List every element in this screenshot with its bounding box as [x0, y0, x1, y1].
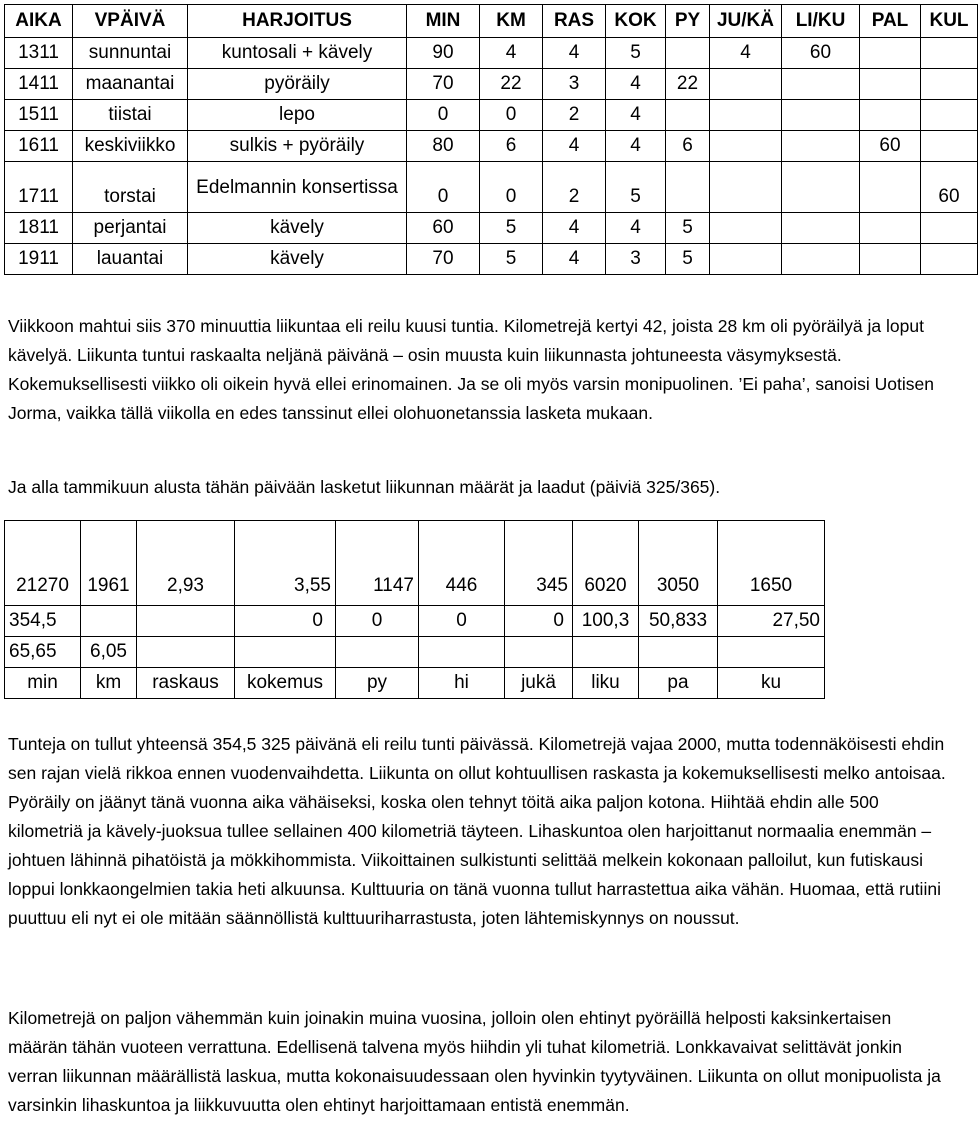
cell-liku — [782, 131, 860, 162]
label-py: py — [336, 668, 419, 699]
cell-juka — [710, 162, 782, 213]
perday-pa — [639, 637, 718, 668]
cell-juka — [710, 213, 782, 244]
cell-kul: 60 — [921, 162, 978, 213]
total-hi: 446 — [419, 521, 505, 606]
cell-aika: 1911 — [5, 244, 73, 275]
workout-table — [4, 4, 978, 275]
cell-min: 80 — [407, 131, 480, 162]
total-py: 1147 — [336, 521, 419, 606]
cell-km: 4 — [480, 38, 543, 69]
cell-aika: 1311 — [5, 38, 73, 69]
cell-min: 0 — [407, 100, 480, 131]
avg-ku: 27,50 — [718, 606, 825, 637]
label-hi: hi — [419, 668, 505, 699]
cell-py: 22 — [666, 69, 710, 100]
year-summary-table — [4, 520, 825, 699]
header-pal: PAL — [860, 5, 921, 38]
cell-kok: 4 — [606, 213, 666, 244]
cell-pal — [860, 162, 921, 213]
cell-pal — [860, 244, 921, 275]
label-pa: pa — [639, 668, 718, 699]
comparison-paragraph: Kilometrejä on paljon vähemmän kuin joinakin muina vuosina, jolloin olen ehtinyt pyöräillä helposti kaksinkertaisen määrän tähän vuoteen verrattuna. Edellisenä talvena myös hiihdin yli tuhat kilometriä. Lonkkavaivat selittävät jonkin verran liikunnan määrällistä laskua, mutta kokonaisuudessaan olen hyvinkin tyytyväinen. Liikunta on ollut monipuolista ja varsinkin lihaskuntoa ja liikkuvuutta olen ehtinyt harjoittamaan entistä enemmän. — [8, 1008, 941, 1115]
cell-pal — [860, 38, 921, 69]
table-row — [5, 69, 978, 100]
cell-pal — [860, 100, 921, 131]
header-harjoitus: HARJOITUS — [188, 5, 407, 38]
cell-min: 90 — [407, 38, 480, 69]
cell-km: 5 — [480, 213, 543, 244]
cell-km: 0 — [480, 162, 543, 213]
cell-aika: 1411 — [5, 69, 73, 100]
cell-harjoitus: pyöräily — [188, 69, 407, 100]
perday-liku — [573, 637, 639, 668]
cell-harjoitus: kuntosali + kävely — [188, 38, 407, 69]
cell-vpaiva: keskiviikko — [73, 131, 188, 162]
cell-liku — [782, 213, 860, 244]
cell-pal: 60 — [860, 131, 921, 162]
cell-ras: 3 — [543, 69, 606, 100]
cell-km: 22 — [480, 69, 543, 100]
header-py: PY — [666, 5, 710, 38]
cell-aika: 1611 — [5, 131, 73, 162]
cell-ras: 4 — [543, 213, 606, 244]
header-liku: LI/KU — [782, 5, 860, 38]
header-min: MIN — [407, 5, 480, 38]
total-raskaus: 2,93 — [137, 521, 235, 606]
cell-vpaiva: tiistai — [73, 100, 188, 131]
total-pa: 3050 — [639, 521, 718, 606]
cell-aika: 1511 — [5, 100, 73, 131]
cell-harjoitus: kävely — [188, 213, 407, 244]
labels-row — [5, 668, 825, 699]
cell-vpaiva: torstai — [73, 162, 188, 213]
cell-kul — [921, 38, 978, 69]
per-day-row — [5, 637, 825, 668]
cell-juka: 4 — [710, 38, 782, 69]
cell-kok: 3 — [606, 244, 666, 275]
cell-kul — [921, 131, 978, 162]
cell-ras: 2 — [543, 162, 606, 213]
label-ku: ku — [718, 668, 825, 699]
label-raskaus: raskaus — [137, 668, 235, 699]
cell-kok: 4 — [606, 131, 666, 162]
cell-harjoitus: Edelmannin konsertissa — [188, 162, 407, 213]
cell-liku — [782, 69, 860, 100]
cell-py — [666, 162, 710, 213]
table-row — [5, 244, 978, 275]
year-analysis-paragraph: Tunteja on tullut yhteensä 354,5 325 päivänä eli reilu tunti päivässä. Kilometrejä vajaa 2000, mutta todennäköisesti ehdin sen rajan vielä rikkoa ennen vuodenvaihdetta. Liikunta on ollut kohtuullisen raskasta ja kokemuksellisesti melko antoisaa. Pyöräily on jäänyt tänä vuonna aika vähäiseksi, koska olen tehnyt töitä aika paljon kotona. Hiihtää ehdin alle 500 kilometriä ja kävely-juoksua tullee sellainen 400 kilometriä täyteen. Lihaskuntoa olen harjoittanut normaalia enemmän – johtuen lähinnä pihatöistä ja mökkihommista. Viikoittainen sulkistunti selittää melkein kokonaan palloilut, kun futiskausi loppui lonkkaongelmien takia heti alkuunsa. Kulttuuria on tänä vuonna tullut harrastettua aika vähän. Huomaa, että rutiini puuttuu eli nyt ei ole mitään säännöllistä kulttuuriharrastusta, joten lähtemiskynnys on noussut. — [8, 734, 946, 928]
cell-juka — [710, 69, 782, 100]
table-row — [5, 38, 978, 69]
total-kokemus: 3,55 — [235, 521, 336, 606]
avg-km — [81, 606, 137, 637]
header-aika: AIKA — [5, 5, 73, 38]
avg-juka: 0 — [505, 606, 573, 637]
avg-liku: 100,3 — [573, 606, 639, 637]
total-ku: 1650 — [718, 521, 825, 606]
cell-km: 0 — [480, 100, 543, 131]
cell-ras: 2 — [543, 100, 606, 131]
total-juka: 345 — [505, 521, 573, 606]
cell-min: 70 — [407, 69, 480, 100]
workout-header-row — [5, 5, 978, 38]
cell-juka — [710, 244, 782, 275]
weekly-summary-paragraph: Viikkoon mahtui siis 370 minuuttia liikuntaa eli reilu kuusi tuntia. Kilometrejä kertyi 42, joista 28 km oli pyöräilyä ja loput kävelyä. Liikunta tuntui raskaalta neljänä päivänä – osin muusta kuin liikunnasta johtuneesta väsymyksestä. Kokemuksellisesti viikko oli oikein hyvä ellei erinomainen. Ja se oli myös varsin monipuolinen. ’Ei paha’, sanoisi Uotisen Jorma, vaikka tällä viikolla en edes tanssinut ellei olohuonetanssia lasketa mukaan. — [8, 316, 934, 423]
cell-harjoitus: sulkis + pyöräily — [188, 131, 407, 162]
cell-kok: 5 — [606, 162, 666, 213]
label-km: km — [81, 668, 137, 699]
avg-min: 354,5 — [5, 606, 81, 637]
cell-aika: 1711 — [5, 162, 73, 213]
cell-vpaiva: maanantai — [73, 69, 188, 100]
totals-row — [5, 521, 825, 606]
header-ras: RAS — [543, 5, 606, 38]
cell-liku: 60 — [782, 38, 860, 69]
cell-juka — [710, 100, 782, 131]
avg-kokemus: 0 — [235, 606, 336, 637]
avg-pa: 50,833 — [639, 606, 718, 637]
averages-row — [5, 606, 825, 637]
table-row — [5, 213, 978, 244]
table-row — [5, 100, 978, 131]
cell-kul — [921, 69, 978, 100]
header-kul: KUL — [921, 5, 978, 38]
label-min: min — [5, 668, 81, 699]
table-row — [5, 162, 978, 213]
cell-harjoitus: kävely — [188, 244, 407, 275]
cell-kul — [921, 100, 978, 131]
year-summary-intro: Ja alla tammikuun alusta tähän päivään lasketut liikunnan määrät ja laadut (päiviä 325/365). — [8, 477, 721, 497]
avg-raskaus — [137, 606, 235, 637]
cell-juka — [710, 131, 782, 162]
cell-vpaiva: perjantai — [73, 213, 188, 244]
cell-ras: 4 — [543, 131, 606, 162]
cell-pal — [860, 213, 921, 244]
perday-kokemus — [235, 637, 336, 668]
perday-hi — [419, 637, 505, 668]
perday-raskaus — [137, 637, 235, 668]
cell-kok: 4 — [606, 69, 666, 100]
total-liku: 6020 — [573, 521, 639, 606]
cell-py: 6 — [666, 131, 710, 162]
cell-vpaiva: lauantai — [73, 244, 188, 275]
header-km: KM — [480, 5, 543, 38]
cell-ras: 4 — [543, 38, 606, 69]
avg-hi: 0 — [419, 606, 505, 637]
avg-py: 0 — [336, 606, 419, 637]
perday-ku — [718, 637, 825, 668]
cell-liku — [782, 244, 860, 275]
header-kok: KOK — [606, 5, 666, 38]
cell-liku — [782, 100, 860, 131]
perday-min: 65,65 — [5, 637, 81, 668]
header-vpaiva: VPÄIVÄ — [73, 5, 188, 38]
cell-min: 60 — [407, 213, 480, 244]
table-row — [5, 131, 978, 162]
cell-pal — [860, 69, 921, 100]
cell-py: 5 — [666, 213, 710, 244]
cell-liku — [782, 162, 860, 213]
cell-kok: 5 — [606, 38, 666, 69]
perday-py — [336, 637, 419, 668]
cell-vpaiva: sunnuntai — [73, 38, 188, 69]
cell-km: 6 — [480, 131, 543, 162]
cell-py — [666, 38, 710, 69]
label-juka: jukä — [505, 668, 573, 699]
cell-ras: 4 — [543, 244, 606, 275]
cell-min: 0 — [407, 162, 480, 213]
perday-km: 6,05 — [81, 637, 137, 668]
cell-min: 70 — [407, 244, 480, 275]
cell-py: 5 — [666, 244, 710, 275]
header-juka: JU/KÄ — [710, 5, 782, 38]
cell-kul — [921, 244, 978, 275]
total-min: 21270 — [5, 521, 81, 606]
perday-juka — [505, 637, 573, 668]
label-kokemus: kokemus — [235, 668, 336, 699]
cell-harjoitus: lepo — [188, 100, 407, 131]
cell-kok: 4 — [606, 100, 666, 131]
label-liku: liku — [573, 668, 639, 699]
cell-aika: 1811 — [5, 213, 73, 244]
total-km: 1961 — [81, 521, 137, 606]
cell-km: 5 — [480, 244, 543, 275]
cell-kul — [921, 213, 978, 244]
cell-py — [666, 100, 710, 131]
